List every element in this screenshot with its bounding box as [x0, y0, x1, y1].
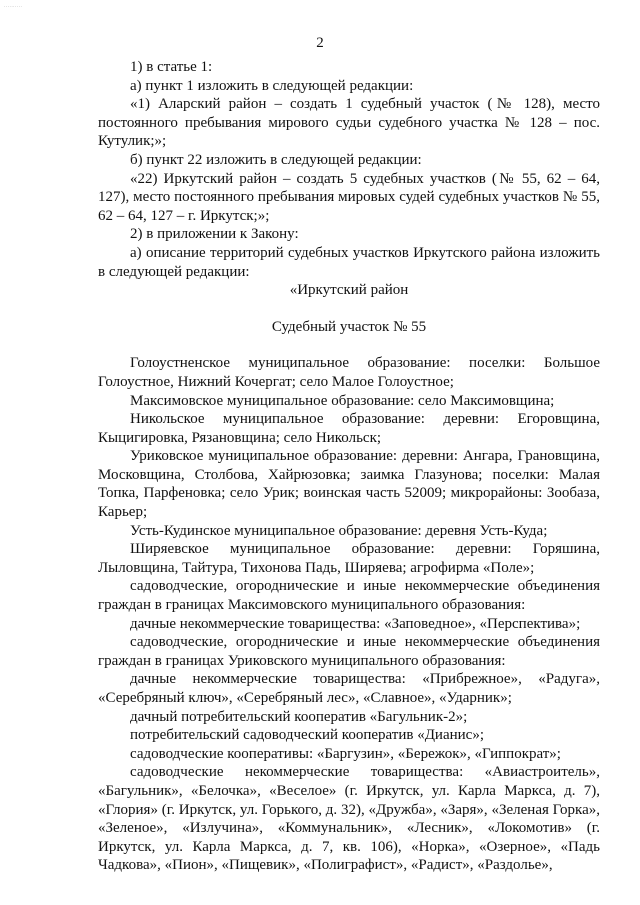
paragraph-urikovskoe: Уриковское муниципальное образование: деревни: Ангара, Грановщина, Московщина, Столбова, Хайрюзовка; заимка Глазунова; поселки: Малая Топка, Парфеновка; село Урик; воинская часть 52009; микрорайоны: Зообаза, Карьер; — [98, 448, 600, 521]
paragraph-kooperativy: садоводческие кооперативы: «Баргузин», «Бережок», «Гиппократ»; — [130, 745, 561, 762]
paragraph-shiryaevskoe: Ширяевское муниципальное образование: деревни: Горяшина, Лыловщина, Тайтура, Тихонова Падь, Ширяева; агрофирма «Поле»; — [98, 541, 600, 576]
paragraph-item-b: б) пункт 22 изложить в следующей редакции: — [130, 151, 422, 168]
paragraph-bagulnik-2: дачный потребительский кооператив «Багульник-2»; — [130, 708, 468, 725]
district-heading: «Иркутский район — [289, 282, 409, 299]
paragraph-dachnye-maksimovskoe: дачные некоммерческие товарищества: «Заповедное», «Перспектива»; — [130, 615, 581, 632]
paragraph-item-a: а) пункт 1 изложить в следующей редакции: — [130, 77, 414, 94]
corner-mark: ·········· — [4, 4, 23, 9]
paragraph-goloustnenskoe: Голоустненское муниципальное образование: поселки: Большое Голоустное, Нижний Кочергат; село Малое Голоустное; — [98, 355, 600, 390]
paragraph-article-1: 1) в статье 1: — [130, 59, 213, 75]
paragraph-appendix-item-a: а) описание территорий судебных участков Иркутского района изложить в следующей редакции: — [98, 244, 600, 280]
paragraph-appendix: 2) в приложении к Закону: — [130, 226, 299, 243]
page-number: 2 — [316, 35, 324, 51]
paragraph-maksimovskoe: Максимовское муниципальное образование: село Максимовщина; — [130, 392, 555, 409]
paragraph-nikolskoe: Никольское муниципальное образование: деревни: Егоровщина, Кыцигировка, Рязановщина; село Никольск; — [98, 411, 600, 446]
section-heading: Судебный участок № 55 — [271, 318, 427, 335]
paragraph-alarsky-district: «1) Аларский район – создать 1 судебный участок (№ 128), место постоянного пребывания мирового судьи судебного участка № 128 – пос. Кутулик;»; — [98, 96, 600, 150]
paragraph-ust-kudinskoe: Усть-Кудинское муниципальное образование: деревня Усть-Куда; — [130, 522, 548, 539]
paragraph-sadovodcheskie-maksimovskoe: садоводческие, огороднические и иные некоммерческие объединения граждан в границах Максимовского муниципального образования: — [98, 578, 600, 614]
document-body — [98, 58, 600, 875]
paragraph-sadovodcheskie-urikovskoe: садоводческие, огороднические и иные некоммерческие объединения граждан в границах Уриковского муниципального образования: — [98, 634, 600, 669]
paragraph-dianis: потребительский садоводческий кооператив «Дианис»; — [130, 727, 485, 744]
paragraph-irkutsk-district: «22) Иркутский район – создать 5 судебных участков (№ 55, 62 – 64, 127), место постоянного пребывания мировых судей судебных участков № 55, 62 – 64, 127 – г. Иркутск;»; — [98, 170, 600, 224]
paragraph-dachnye-urikovskoe: дачные некоммерческие товарищества: «Прибрежное», «Радуга», «Серебряный ключ», «Серебряный лес», «Славное», «Ударник»; — [98, 671, 600, 706]
paragraph-snt-list: садоводческие некоммерческие товарищества: «Авиастроитель», «Багульник», «Белочка», «Веселое» (г. Иркутск, ул. Карла Маркса, д. 7), «Глория» (г. Иркутск, ул. Горького, д. 32), «Дружба», «Заря», «Зеленая Горка», «Зеленое», «Излучина», «Коммунальник», «Лесник», «Локомотив» (г. Иркутск, ул. Карла Маркса, д. 7, кв. 106), «Норка», «Озерное», «Падь Чадкова», «Пион», «Пищевик», «Полиграфист», «Радист», «Раздолье», — [98, 764, 600, 874]
